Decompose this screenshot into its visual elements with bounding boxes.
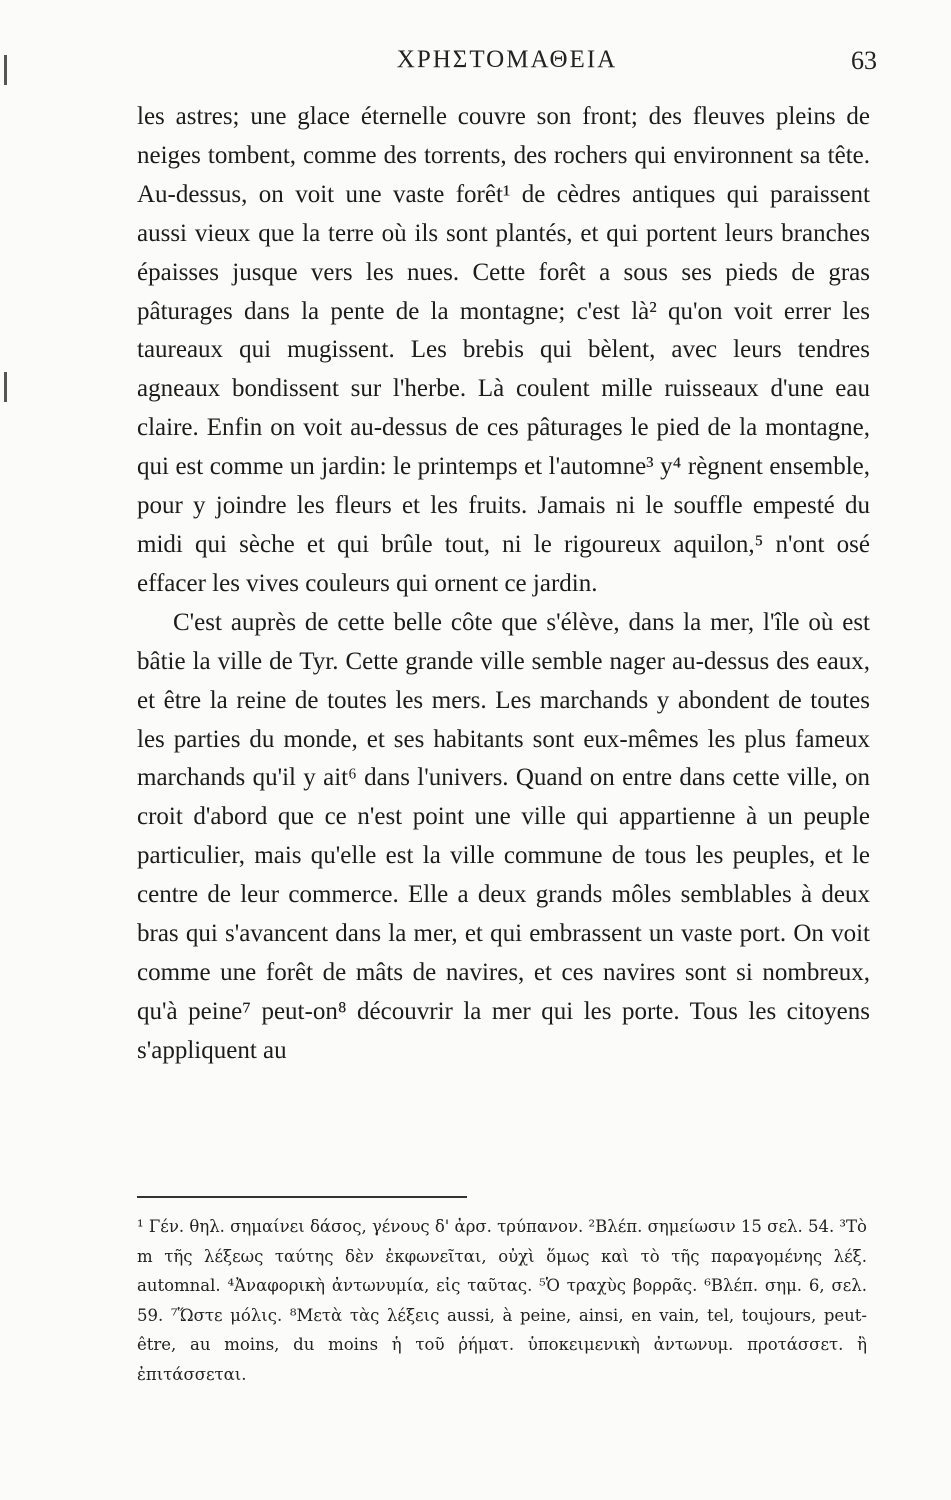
running-title: ΧΡΗΣΤΟΜΑΘΕΙΑ — [396, 46, 618, 73]
body-text — [137, 98, 870, 1071]
page-header — [137, 46, 877, 90]
page-number: 63 — [851, 46, 877, 75]
footnotes — [137, 1212, 867, 1389]
body-paragraph-2: C'est auprès de cette belle côte que s'élève, dans la mer, l'île où est bâtie la ville de Tyr. Cette grande ville semble nager au-dessus des eaux, et être la reine de toutes les mers. Les marchands y abondent de toutes les parties du monde, et ses habitants sont eux-mêmes les plus fameux marchands qu'il y ait⁶ dans l'univers. Quand on entre dans cette ville, on croit d'abord que ce n'est point une ville qui appartienne à un peuple particulier, mais qu'elle est la ville commune de tous les peuples, et le centre de leur commerce. Elle a deux grands môles semblables à deux bras qui s'avancent dans la mer, et qui embrassent un vaste port. On voit comme une forêt de mâts de navires, et ces navires sont si nombreux, qu'à peine⁷ peut-on⁸ découvrir la mer qui les porte. Tous les citoyens s'appliquent au — [137, 608, 870, 1064]
footnote-rule — [137, 1196, 467, 1198]
left-margin-mark — [4, 55, 7, 85]
body-paragraph-1: les astres; une glace éternelle couvre son front; des fleuves pleins de neiges tombent, comme des torrents, des rochers qui environnent sa tête. Au-dessus, on voit une vaste forêt¹ de cèdres antiques qui paraissent aussi vieux que la terre où ils sont plantés, et qui portent leurs branches épaisses jusque vers les nues. Cette forêt a sous ses pieds de gras pâturages dans la pente de la montagne; c'est là² qu'on voit errer les taureaux qui mugissent. Les brebis qui bèlent, avec leurs tendres agneaux bondissent sur l'herbe. Là coulent mille ruisseaux d'une eau claire. Enfin on voit au-dessus de ces pâturages le pied de la montagne, qui est comme un jardin: le printemps et l'automne³ y⁴ règnent ensemble, pour y joindre les fleurs et les fruits. Jamais ni le souffle empesté du midi qui sèche et qui brûle tout, ni le rigoureux aquilon,⁵ n'ont osé effacer les vives couleurs qui ornent ce jardin. — [137, 103, 870, 597]
footnote-text: ¹ Γέν. θηλ. σημαίνει δάσος, γένους δ' ἀρσ. τρύπανον. ²Βλέπ. σημείωσιν 15 σελ. 54. ³Τὸ m τῆς λέξεως ταύτης δὲν ἐκφωνεῖται, οὐχὶ ὅμως καὶ τὸ τῆς παραγομένης λέξ. automnal. ⁴Ἀναφορικὴ ἀντωνυμία, εἰς ταῦτας. ⁵Ὁ τραχὺς βορρᾶς. ⁶Βλέπ. σημ. 6, σελ. 59. ⁷Ὥστε μόλις. ⁸Μετὰ τὰς λέξεις aussi, à peine, ainsi, en vain, tel, toujours, peut-être, au moins, du moins ἡ τοῦ ῥήματ. ὑποκειμενικὴ ἀντωνυμ. προτάσσετ. ἢ ἐπιτάσσεται. — [137, 1217, 867, 1384]
left-margin-mark — [4, 372, 7, 402]
